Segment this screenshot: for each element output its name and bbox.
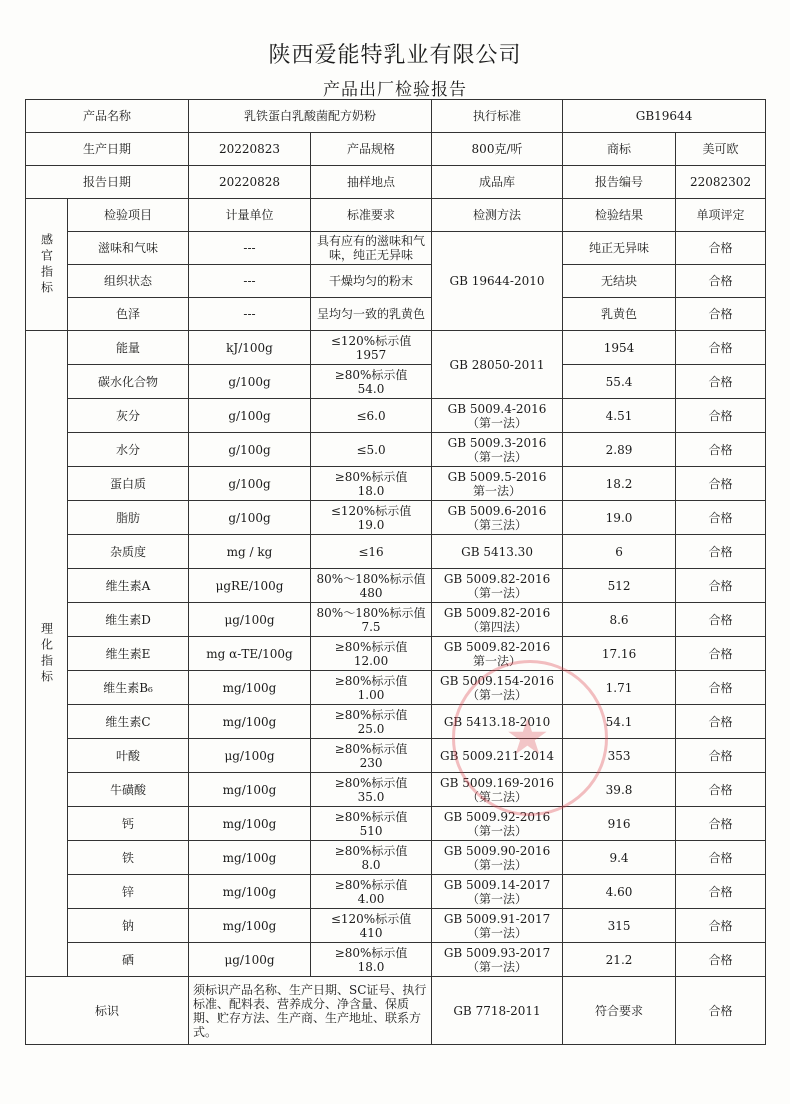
unit-cell: ---	[189, 232, 311, 265]
verdict-cell: 合格	[676, 331, 766, 365]
unit-cell: mg/100g	[189, 841, 311, 875]
requirement-line: ≤16	[358, 544, 384, 559]
info-row	[26, 166, 766, 199]
requirement-line: ≥80%标示值	[334, 639, 408, 654]
requirement-value: 12.00	[353, 653, 389, 668]
requirement-cell	[311, 365, 432, 399]
verdict-cell: 合格	[676, 535, 766, 569]
requirement-cell	[311, 909, 432, 943]
requirement-line: ≥80%标示值	[334, 945, 408, 960]
method-line: GB 5413.30	[461, 544, 533, 559]
verdict-cell: 合格	[676, 875, 766, 909]
method-note: （第四法）	[467, 619, 528, 634]
table-row	[26, 943, 766, 977]
info-row	[26, 100, 766, 133]
result-cell: 19.0	[563, 501, 676, 535]
production-date-label: 生产日期	[26, 133, 189, 166]
requirement-line: ≥80%标示值	[334, 367, 408, 382]
table-row	[26, 569, 766, 603]
requirement-value: 8.0	[361, 857, 381, 872]
method-line: GB 5009.5-2016	[447, 469, 547, 484]
verdict-cell: 合格	[676, 637, 766, 671]
physchem-group-label: 理化指标	[26, 331, 68, 977]
verdict-cell: 合格	[676, 298, 766, 331]
trademark-label: 商标	[563, 133, 676, 166]
result-cell: 315	[563, 909, 676, 943]
method-line: GB 5009.14-2017	[443, 877, 551, 892]
spec-value: 800克/听	[432, 133, 563, 166]
item-cell: 脂肪	[68, 501, 189, 535]
requirement-value: 510	[359, 823, 383, 838]
method-cell	[432, 739, 563, 773]
method-cell	[432, 569, 563, 603]
unit-cell: g/100g	[189, 467, 311, 501]
method-line: GB 5009.4-2016	[447, 401, 547, 416]
unit-cell: mg/100g	[189, 773, 311, 807]
method-line: GB 5009.92-2016	[443, 809, 551, 824]
requirement-line: ≥80%标示值	[334, 843, 408, 858]
table-row	[26, 298, 766, 331]
method-line: GB 5009.3-2016	[447, 435, 547, 450]
spec-label: 产品规格	[311, 133, 432, 166]
unit-cell: μg/100g	[189, 943, 311, 977]
requirement-value: 4.00	[357, 891, 385, 906]
sampling-label: 抽样地点	[311, 166, 432, 199]
requirement-value: 54.0	[357, 381, 385, 396]
result-cell: 2.89	[563, 433, 676, 467]
requirement-value: 18.0	[357, 959, 385, 974]
unit-cell: μg/100g	[189, 739, 311, 773]
requirement-cell	[311, 637, 432, 671]
verdict-cell: 合格	[676, 671, 766, 705]
item-cell: 维生素C	[68, 705, 189, 739]
requirement-cell	[311, 433, 432, 467]
method-line: GB 5009.169-2016	[439, 775, 555, 790]
method-cell	[432, 773, 563, 807]
result-cell: 916	[563, 807, 676, 841]
item-cell: 标识	[26, 977, 189, 1045]
requirement-line: 80%～180%标示值	[316, 605, 426, 620]
report-no-label: 报告编号	[563, 166, 676, 199]
requirement-line: ≥80%标示值	[334, 707, 408, 722]
product-name: 乳铁蛋白乳酸菌配方奶粉	[189, 100, 432, 133]
requirement-cell	[311, 467, 432, 501]
table-row	[26, 331, 766, 365]
result-cell: 21.2	[563, 943, 676, 977]
inspection-table	[25, 99, 766, 1045]
requirement-line: ≥80%标示值	[334, 673, 408, 688]
unit-cell: g/100g	[189, 433, 311, 467]
item-cell: 钙	[68, 807, 189, 841]
requirement-cell	[311, 841, 432, 875]
requirement-cell	[311, 399, 432, 433]
requirement-line: ≥80%标示值	[334, 469, 408, 484]
verdict-cell: 合格	[676, 399, 766, 433]
result-cell: 39.8	[563, 773, 676, 807]
item-cell: 维生素D	[68, 603, 189, 637]
item-cell: 维生素E	[68, 637, 189, 671]
item-cell: 灰分	[68, 399, 189, 433]
requirement-line: ≤120%标示值	[330, 333, 412, 348]
requirement-value: 19.0	[357, 517, 385, 532]
method-line: GB 5009.82-2016	[443, 639, 551, 654]
requirement-cell	[311, 739, 432, 773]
result-cell: 353	[563, 739, 676, 773]
report-title: 产品出厂检验报告	[323, 80, 467, 100]
requirement-cell	[311, 705, 432, 739]
verdict-cell: 合格	[676, 467, 766, 501]
method-note: 第一法）	[473, 483, 522, 498]
method-line: GB 5009.91-2017	[443, 911, 551, 926]
verdict-cell: 合格	[676, 739, 766, 773]
verdict-cell: 合格	[676, 909, 766, 943]
requirement-cell	[311, 535, 432, 569]
method-line: GB 5009.6-2016	[447, 503, 547, 518]
table-row	[26, 501, 766, 535]
requirement-value: 35.0	[357, 789, 385, 804]
method-note: （第二法）	[467, 789, 528, 804]
requirement-value: 230	[359, 755, 383, 770]
method-cell	[432, 909, 563, 943]
unit-cell: g/100g	[189, 365, 311, 399]
item-cell: 维生素A	[68, 569, 189, 603]
table-row	[26, 399, 766, 433]
unit-cell: g/100g	[189, 501, 311, 535]
method-line: GB 5009.154-2016	[439, 673, 555, 688]
verdict-cell: 合格	[676, 232, 766, 265]
method-line: GB 5009.90-2016	[443, 843, 551, 858]
table-row	[26, 232, 766, 265]
result-cell: 1.71	[563, 671, 676, 705]
requirement-value: 25.0	[357, 721, 385, 736]
product-name-label: 产品名称	[26, 100, 189, 133]
method-cell: GB 19644-2010	[432, 232, 563, 331]
requirement-cell	[311, 671, 432, 705]
unit-cell: μgRE/100g	[189, 569, 311, 603]
unit-cell: ---	[189, 298, 311, 331]
item-cell: 能量	[68, 331, 189, 365]
item-cell: 色泽	[68, 298, 189, 331]
result-cell: 4.51	[563, 399, 676, 433]
production-date: 20220823	[189, 133, 311, 166]
method-note: （第一法）	[467, 823, 528, 838]
col-item-header: 检验项目	[68, 199, 189, 232]
table-row	[26, 807, 766, 841]
method-cell	[432, 535, 563, 569]
item-cell: 牛磺酸	[68, 773, 189, 807]
requirement-cell: 具有应有的滋味和气味，纯正无异味	[311, 232, 432, 265]
verdict-cell: 合格	[676, 603, 766, 637]
verdict-cell: 合格	[676, 501, 766, 535]
requirement-value: 1957	[355, 347, 387, 362]
result-cell: 55.4	[563, 365, 676, 399]
method-note: （第一法）	[467, 449, 528, 464]
method-note: （第一法）	[467, 687, 528, 702]
table-row	[26, 739, 766, 773]
col-requirement-header: 标准要求	[311, 199, 432, 232]
requirement-value: 1.00	[357, 687, 385, 702]
method-cell	[432, 807, 563, 841]
unit-cell: mg α-TE/100g	[189, 637, 311, 671]
result-cell: 乳黄色	[563, 298, 676, 331]
table-row	[26, 909, 766, 943]
result-cell: 512	[563, 569, 676, 603]
method-note: （第一法）	[467, 857, 528, 872]
method-line: GB 5009.82-2016	[443, 571, 551, 586]
unit-cell: mg / kg	[189, 535, 311, 569]
method-note: （第一法）	[467, 415, 528, 430]
requirement-cell	[311, 943, 432, 977]
requirement-line: ≥80%标示值	[334, 741, 408, 756]
item-cell: 铁	[68, 841, 189, 875]
verdict-cell: 合格	[676, 943, 766, 977]
col-verdict-header: 单项评定	[676, 199, 766, 232]
table-row	[26, 535, 766, 569]
unit-cell: kJ/100g	[189, 331, 311, 365]
requirement-line: ≥80%标示值	[334, 877, 408, 892]
method-cell	[432, 671, 563, 705]
method-cell	[432, 841, 563, 875]
unit-cell: g/100g	[189, 399, 311, 433]
requirement-line: ≤120%标示值	[330, 911, 412, 926]
table-row	[26, 841, 766, 875]
verdict-cell: 合格	[676, 365, 766, 399]
method-note: （第一法）	[467, 925, 528, 940]
requirement-cell	[311, 331, 432, 365]
method-line: GB 5009.82-2016	[443, 605, 551, 620]
result-cell: 54.1	[563, 705, 676, 739]
method-note: 第一法）	[473, 653, 522, 668]
table-row	[26, 637, 766, 671]
verdict-cell: 合格	[676, 807, 766, 841]
requirement-value: 410	[359, 925, 383, 940]
requirement-cell	[311, 773, 432, 807]
table-row	[26, 875, 766, 909]
requirement-value: 7.5	[361, 619, 381, 634]
item-cell: 滋味和气味	[68, 232, 189, 265]
requirement-value: 18.0	[357, 483, 385, 498]
col-result-header: 检验结果	[563, 199, 676, 232]
item-cell: 维生素B₆	[68, 671, 189, 705]
result-cell: 8.6	[563, 603, 676, 637]
table-row	[26, 603, 766, 637]
method-cell	[432, 875, 563, 909]
item-cell: 蛋白质	[68, 467, 189, 501]
unit-cell: mg/100g	[189, 875, 311, 909]
requirement-line: ≤5.0	[356, 442, 386, 457]
report-no: 22082302	[676, 166, 766, 199]
requirement-cell	[311, 603, 432, 637]
unit-cell: mg/100g	[189, 909, 311, 943]
unit-cell: mg/100g	[189, 705, 311, 739]
item-cell: 组织状态	[68, 265, 189, 298]
unit-cell: mg/100g	[189, 807, 311, 841]
requirement-line: 80%～180%标示值	[316, 571, 426, 586]
item-cell: 碳水化合物	[68, 365, 189, 399]
table-row	[26, 467, 766, 501]
item-cell: 钠	[68, 909, 189, 943]
unit-cell: μg/100g	[189, 603, 311, 637]
method-cell	[432, 433, 563, 467]
method-note: （第一法）	[467, 891, 528, 906]
method-cell: GB 7718-2011	[432, 977, 563, 1045]
result-cell: 17.16	[563, 637, 676, 671]
verdict-cell: 合格	[676, 977, 766, 1045]
table-row	[26, 671, 766, 705]
standard-value: GB19644	[563, 100, 766, 133]
item-cell: 硒	[68, 943, 189, 977]
method-line: GB 5009.93-2017	[443, 945, 551, 960]
requirement-cell	[311, 569, 432, 603]
verdict-cell: 合格	[676, 841, 766, 875]
sampling-value: 成品库	[432, 166, 563, 199]
report-date: 20220828	[189, 166, 311, 199]
method-cell	[432, 637, 563, 671]
requirement-line: ≥80%标示值	[334, 775, 408, 790]
item-cell: 锌	[68, 875, 189, 909]
method-note: （第一法）	[467, 959, 528, 974]
method-cell	[432, 467, 563, 501]
verdict-cell: 合格	[676, 569, 766, 603]
method-cell	[432, 705, 563, 739]
method-cell	[432, 603, 563, 637]
labeling-row	[26, 977, 766, 1045]
sensory-group-label: 感官指标	[26, 199, 68, 331]
method-cell: GB 28050-2011	[432, 331, 563, 399]
company-name: 陕西爱能特乳业有限公司	[268, 43, 522, 68]
unit-cell: mg/100g	[189, 671, 311, 705]
table-row	[26, 365, 766, 399]
item-cell: 叶酸	[68, 739, 189, 773]
item-cell: 水分	[68, 433, 189, 467]
requirement-cell: 须标识产品名称、生产日期、SC证号、执行标准、配料表、营养成分、净含量、保质期、贮存方法、生产商、生产地址、联系方式。	[189, 977, 432, 1045]
requirement-cell: 干燥均匀的粉末	[311, 265, 432, 298]
requirement-line: ≥80%标示值	[334, 809, 408, 824]
method-cell	[432, 501, 563, 535]
verdict-cell: 合格	[676, 433, 766, 467]
result-cell: 6	[563, 535, 676, 569]
col-unit-header: 计量单位	[189, 199, 311, 232]
method-cell	[432, 399, 563, 433]
requirement-cell	[311, 875, 432, 909]
table-row	[26, 265, 766, 298]
method-note: （第一法）	[467, 585, 528, 600]
unit-cell: ---	[189, 265, 311, 298]
item-cell: 杂质度	[68, 535, 189, 569]
method-cell	[432, 943, 563, 977]
requirement-cell: 呈均匀一致的乳黄色	[311, 298, 432, 331]
requirement-cell	[311, 501, 432, 535]
verdict-cell: 合格	[676, 773, 766, 807]
result-cell: 无结块	[563, 265, 676, 298]
table-row	[26, 773, 766, 807]
requirement-cell	[311, 807, 432, 841]
table-row	[26, 433, 766, 467]
verdict-cell: 合格	[676, 705, 766, 739]
result-cell: 符合要求	[563, 977, 676, 1045]
method-note: （第三法）	[467, 517, 528, 532]
method-line: GB 5009.211-2014	[439, 748, 555, 763]
table-row	[26, 705, 766, 739]
result-cell: 纯正无异味	[563, 232, 676, 265]
verdict-cell: 合格	[676, 265, 766, 298]
info-row	[26, 133, 766, 166]
result-cell: 18.2	[563, 467, 676, 501]
result-cell: 4.60	[563, 875, 676, 909]
col-method-header: 检测方法	[432, 199, 563, 232]
result-cell: 9.4	[563, 841, 676, 875]
requirement-line: ≤6.0	[356, 408, 386, 423]
column-header-row	[26, 199, 766, 232]
standard-label: 执行标准	[432, 100, 563, 133]
result-cell: 1954	[563, 331, 676, 365]
requirement-line: ≤120%标示值	[330, 503, 412, 518]
requirement-value: 480	[359, 585, 383, 600]
method-line: GB 5413.18-2010	[443, 714, 551, 729]
report-date-label: 报告日期	[26, 166, 189, 199]
trademark-value: 美可欧	[676, 133, 766, 166]
